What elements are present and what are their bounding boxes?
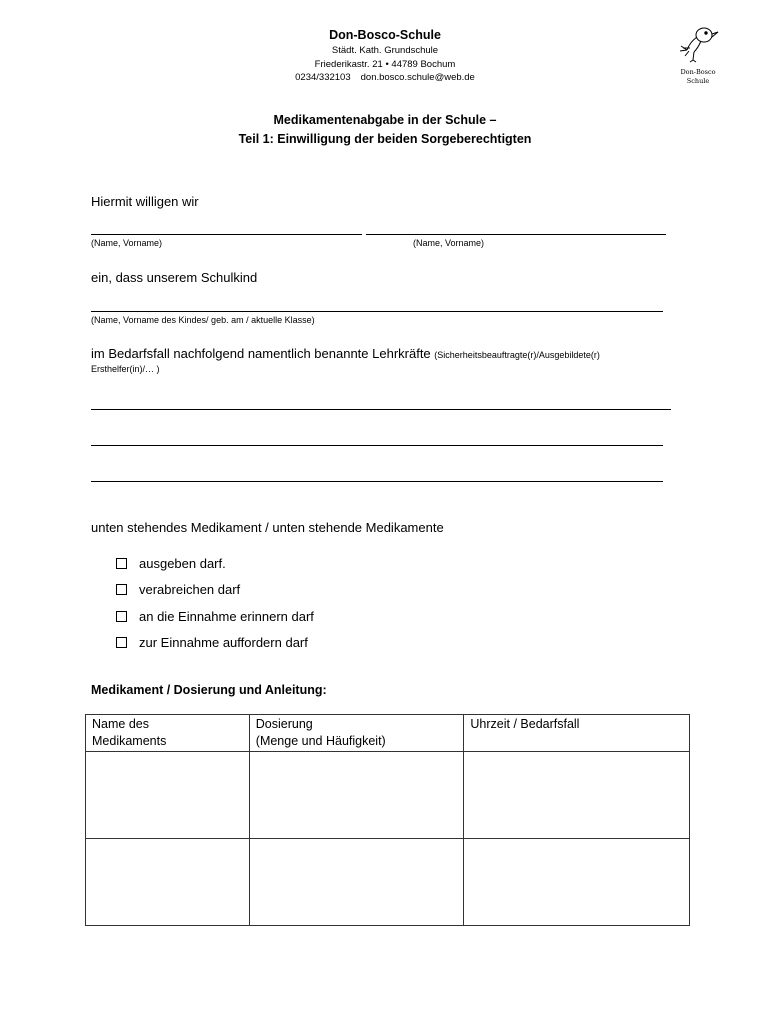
header-medication-name-line-2: Medikaments: [92, 734, 167, 748]
table-cell[interactable]: [86, 839, 250, 926]
table-row: [86, 839, 690, 926]
checkbox-icon[interactable]: [116, 584, 127, 595]
checkbox-icon[interactable]: [116, 558, 127, 569]
logo-text-line-2: Schule: [686, 77, 710, 85]
parent-1-name-label: (Name, Vorname): [91, 238, 163, 248]
table-cell[interactable]: [249, 839, 464, 926]
option-label: an die Einnahme erinnern darf: [139, 609, 314, 624]
header-dosage-line-1: Dosierung: [255, 717, 313, 731]
medication-heading: Medikament / Dosierung und Anleitung:: [91, 683, 327, 697]
medication-table: [85, 714, 690, 926]
teacher-line-2[interactable]: [91, 445, 663, 446]
table-row: [86, 752, 690, 839]
checkbox-icon[interactable]: [116, 611, 127, 622]
parent-2-name-label: (Name, Vorname): [413, 238, 485, 248]
table-cell[interactable]: [249, 752, 464, 839]
option-label: zur Einnahme auffordern darf: [139, 635, 308, 650]
child-name-line[interactable]: [91, 311, 663, 312]
teachers-note-continued: Ersthelfer(in)/… ): [91, 364, 160, 374]
header-medication-name-line-1: Name des: [92, 717, 149, 731]
school-phone: 0234/332103: [295, 72, 351, 83]
table-header-row: [86, 715, 690, 752]
school-contact: [0, 72, 770, 83]
option-auffordern[interactable]: [116, 635, 308, 650]
school-city: 44789 Bochum: [391, 59, 456, 70]
child-name-label: (Name, Vorname des Kindes/ geb. am / aktuelle Klasse): [91, 315, 315, 325]
consent-intro: Hiermit willigen wir: [91, 194, 199, 209]
parent-1-name-line[interactable]: [91, 234, 362, 235]
school-address: [0, 59, 770, 70]
medication-intro: unten stehendes Medikament / unten stehende Medikamente: [91, 520, 444, 535]
table-cell[interactable]: [464, 839, 690, 926]
header-dosage-line-2: (Menge und Häufigkeit): [255, 734, 386, 748]
teachers-intro: [91, 346, 600, 361]
school-name: Don-Bosco-Schule: [329, 28, 441, 42]
table-cell[interactable]: [464, 752, 690, 839]
teachers-intro-text: im Bedarfsfall nachfolgend namentlich benannte Lehrkräfte: [91, 346, 431, 361]
document-title: Medikamentenabgabe in der Schule –: [273, 113, 497, 127]
option-verabreichen[interactable]: [116, 582, 240, 597]
header-dosage: [249, 715, 464, 752]
logo-text-line-1: Don-Bosco: [680, 68, 716, 76]
option-label: verabreichen darf: [139, 582, 241, 597]
option-erinnern[interactable]: [116, 609, 314, 624]
option-label: ausgeben darf.: [139, 556, 226, 571]
document-subtitle: Teil 1: Einwilligung der beiden Sorgeberechtigten: [238, 132, 532, 146]
teachers-note: (Sicherheitsbeauftragte(r)/Ausgebildete(r): [434, 350, 600, 360]
school-street: Friederikastr. 21: [314, 59, 383, 70]
header-medication-name: [86, 715, 250, 752]
teacher-line-1[interactable]: [91, 409, 671, 410]
parent-2-name-line[interactable]: [366, 234, 666, 235]
teacher-line-3[interactable]: [91, 481, 663, 482]
header-time: Uhrzeit / Bedarfsfall: [464, 715, 690, 752]
table-cell[interactable]: [86, 752, 250, 839]
bullet-separator: •: [385, 59, 389, 70]
checkbox-icon[interactable]: [116, 637, 127, 648]
school-email: don.bosco.schule@web.de: [360, 72, 475, 83]
child-intro: ein, dass unserem Schulkind: [91, 270, 258, 285]
option-ausgeben[interactable]: [116, 556, 226, 571]
school-type: Städt. Kath. Grundschule: [331, 45, 439, 56]
